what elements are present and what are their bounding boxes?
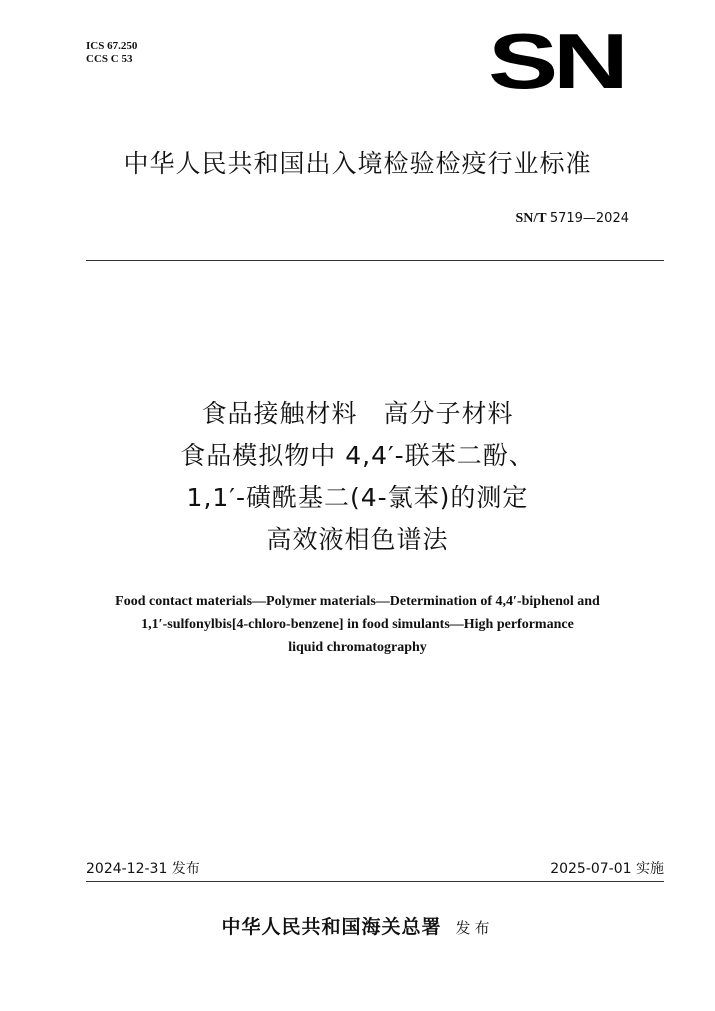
classification-codes: [86, 40, 137, 66]
chinese-title-line: 高效液相色谱法: [266, 525, 449, 554]
sn-logo: SN: [488, 17, 624, 105]
standard-number-prefix: SN/T: [515, 211, 547, 226]
english-title-line: liquid chromatography: [288, 640, 427, 655]
top-divider: [86, 260, 664, 261]
english-title-line: 1,1′-sulfonylbis[4-chloro-benzene] in food simulants—High performance: [141, 617, 574, 632]
ccs-code: CCS C 53: [86, 53, 133, 65]
standard-number-value: 5719—2024: [549, 211, 629, 226]
chinese-title-line: 1,1′-磺酰基二(4-氯苯)的测定: [186, 483, 529, 512]
publisher: [0, 912, 715, 939]
issue-date: 2024-12-31 发布: [86, 861, 200, 877]
english-title-line: Food contact materials—Polymer materials—Determination of 4,4′-biphenol and: [115, 594, 600, 609]
publisher-name: 中华人民共和国海关总署: [221, 916, 442, 938]
standard-category-title: 中华人民共和国出入境检验检疫行业标准: [123, 149, 592, 178]
chinese-title-line: 食品模拟物中 4,4′-联苯二酚、: [180, 441, 535, 470]
bottom-divider: [86, 881, 664, 882]
standard-number: [515, 211, 629, 227]
english-title: [60, 590, 655, 659]
chinese-title: [0, 393, 715, 561]
implementation-date: 2025-07-01 实施: [550, 861, 664, 877]
ics-code: ICS 67.250: [86, 40, 138, 52]
chinese-title-line: 食品接触材料 高分子材料: [201, 399, 514, 428]
publisher-suffix: 发布: [455, 919, 494, 937]
